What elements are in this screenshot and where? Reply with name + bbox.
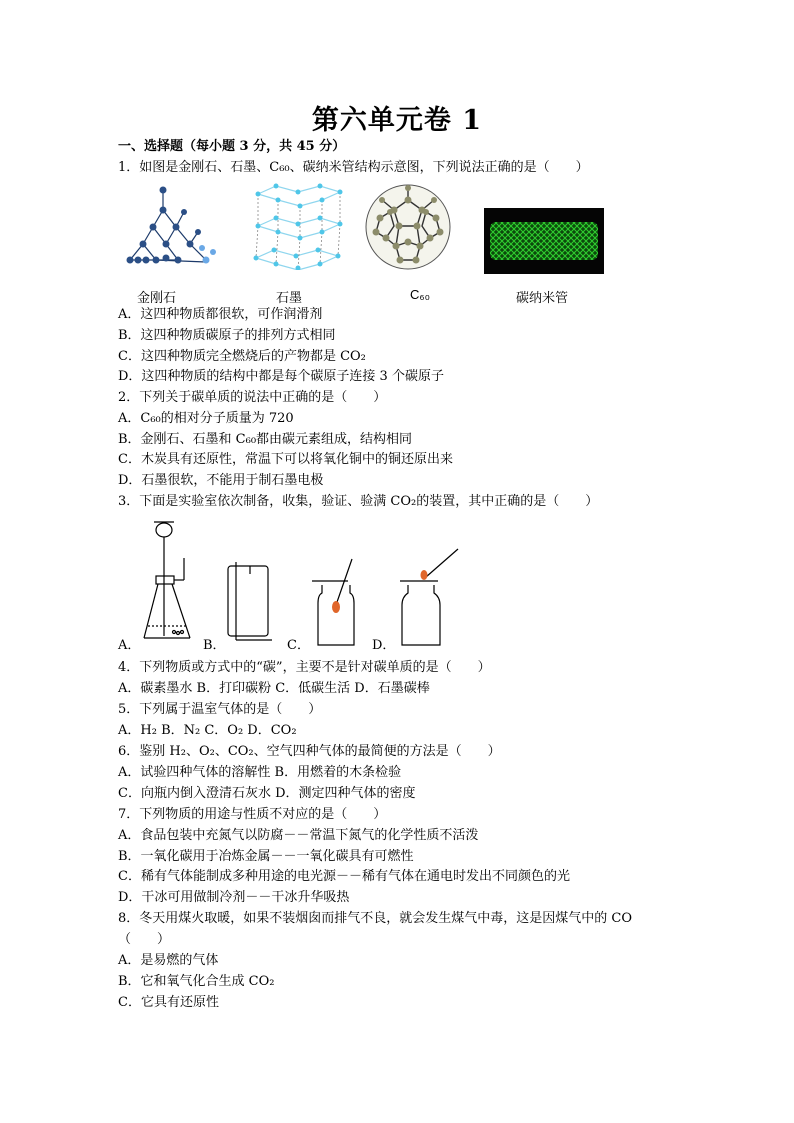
apparatus-c-bottle-match-inside: [308, 555, 364, 649]
q4-stem: 4．下列物质或方式中的“碳”，主要不是针对碳单质的是（ ）: [118, 660, 491, 675]
q1-option-c: C．这四种物质完全燃烧后的产物都是 CO₂: [118, 349, 366, 364]
q7-stem: 7．下列物质的用途与性质不对应的是（ ）: [118, 807, 387, 822]
carbon-nanotube-image: [484, 208, 604, 274]
q7-option-d: D．干冰可用做制冷剂－－干冰升华吸热: [118, 890, 350, 905]
q8-option-b: B．它和氧气化合生成 CO₂: [118, 974, 275, 989]
apparatus-b-collecting-bottle: [222, 560, 278, 650]
q6-options-line1: A．试验四种气体的溶解性 B．用燃着的木条检验: [118, 765, 402, 780]
q2-option-b: B．金刚石、石墨和 C₆₀都由碳元素组成，结构相同: [118, 432, 413, 447]
graphite-structure-image: [248, 182, 348, 270]
q2-option-c: C．木炭具有还原性，常温下可以将氧化铜中的铜还原出来: [118, 452, 453, 467]
q8-stem: 8．冬天用煤火取暖，如果不装烟囱而排气不良，就会发生煤气中毒，这是因煤气中的 CO: [118, 911, 633, 926]
q8-stem-bracket: （ ）: [118, 932, 171, 947]
caption-diamond: 金刚石: [137, 290, 177, 305]
q7-option-c: C．稀有气体能制成多种用途的电光源－－稀有气体在通电时发出不同颜色的光: [118, 869, 570, 884]
q7-option-b: B．一氧化碳用于冶炼金属－－一氧化碳具有可燃性: [118, 849, 414, 864]
q2-stem: 2．下列关于碳单质的说法中正确的是（ ）: [118, 390, 387, 405]
q3-label-b: B．: [203, 638, 226, 653]
q7-option-a: A．食品包装中充氮气以防腐－－常温下氮气的化学性质不活泼: [118, 828, 479, 843]
page-title: 第六单元卷 1: [311, 105, 483, 136]
q3-stem: 3．下面是实验室依次制备，收集，验证、验满 CO₂的装置，其中正确的是（ ）: [118, 494, 599, 509]
q1-option-b: B．这四种物质碳原子的排列方式相同: [118, 328, 336, 343]
caption-nanotube: 碳纳米管: [516, 290, 569, 305]
diamond-structure-image: [118, 182, 218, 272]
q5-options: A．H₂ B．N₂ C．O₂ D．CO₂: [118, 723, 297, 738]
q1-stem: 1．如图是金刚石、石墨、C₆₀、碳纳米管结构示意图，下列说法正确的是（ ）: [118, 160, 589, 175]
c60-structure-image: [360, 180, 456, 274]
q3-label-d: D．: [372, 638, 396, 653]
q4-options: A．碳素墨水 B．打印碳粉 C．低碳生活 D．石墨碳棒: [118, 681, 430, 696]
q8-option-c: C．它具有还原性: [118, 995, 219, 1010]
q1-option-d: D．这四种物质的结构中都是每个碳原子连接 3 个碳原子: [118, 369, 444, 384]
q2-option-d: D．石墨很软，不能用于制石墨电极: [118, 473, 324, 488]
section-heading: 一、选择题（每小题 3 分，共 45 分）: [118, 139, 346, 154]
q1-option-a: A．这四种物质都很软，可作润滑剂: [118, 307, 323, 322]
caption-graphite: 石墨: [276, 290, 303, 305]
q2-option-a: A．C₆₀的相对分子质量为 720: [118, 411, 294, 426]
q6-stem: 6．鉴别 H₂、O₂、CO₂、空气四种气体的最简便的方法是（ ）: [118, 744, 501, 759]
q5-stem: 5．下列属于温室气体的是（ ）: [118, 702, 322, 717]
apparatus-a-flask: [138, 520, 200, 648]
q3-label-c: C．: [287, 638, 310, 653]
q8-option-a: A．是易燃的气体: [118, 953, 219, 968]
q6-options-line2: C．向瓶内倒入澄清石灰水 D．测定四种气体的密度: [118, 786, 416, 801]
q3-label-a: A．: [118, 638, 141, 653]
caption-c60: C₆₀: [410, 287, 431, 302]
apparatus-d-bottle-match-mouth: [394, 545, 464, 649]
